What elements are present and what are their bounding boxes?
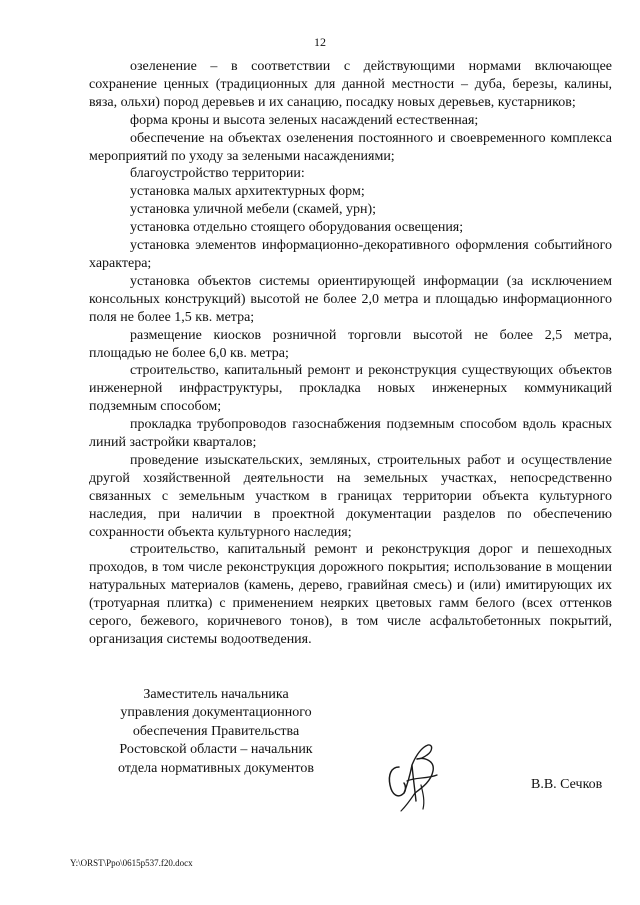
paragraph: проведение изыскательских, земляных, строительных работ и осуществление другой хозяйственной деятельности на земельных участках, непосредственно связанных с земельным участком в границах территории объекта культурного наследия, при наличии в проектной документации разделов по обеспечению сохранности объекта культурного наследия;: [89, 452, 612, 540]
signature-title-line: Заместитель начальника: [143, 687, 289, 702]
paragraph: форма кроны и высота зеленых насаждений естественная;: [130, 112, 479, 128]
paragraph: благоустройство территории:: [130, 166, 305, 182]
paragraph: строительство, капитальный ремонт и реконструкция дорог и пешеходных проходов, в том числе реконструкция дорожного покрытия; использование в мощении натуральных материалов (камень, дерево, гравийная смесь) и (или) имитирующих их (тротуарная плитка) с применением неярких цветовых гамм белого (всех оттенков серого, бежевого, коричневого тонов), в том числе асфальтобетонных покрытий, организация системы водоотведения.: [89, 542, 612, 647]
body-text: [89, 58, 612, 649]
signature-title-line: Ростовской области – начальник: [119, 742, 313, 758]
paragraph: размещение киосков розничной торговли высотой не более 2,5 метра, площадью не более 6,0 кв. метра;: [89, 327, 612, 361]
handwritten-signature-icon: [385, 735, 443, 815]
paragraph: обеспечение на объектах озеленения постоянного и своевременного комплекса мероприятий по уходу за зелеными насаждениями;: [89, 130, 612, 164]
paragraph: установка уличной мебели (скамей, урн);: [130, 202, 377, 218]
file-path: Y:\ORST\Ppo\0615p537.f20.docx: [70, 858, 193, 868]
signature-title-line: управления документационного: [120, 705, 312, 721]
paragraph: установка элементов информационно-декоративного оформления событийного характера;: [89, 238, 612, 271]
paragraph: озеленение – в соответствии с действующими нормами включающее сохранение ценных (традиционных для данной местности – дуба, березы, калины, вяза, ольхи) пород деревьев и их санацию, посадку новых деревьев, кустарников;: [89, 59, 612, 110]
paragraph: прокладка трубопроводов газоснабжения подземным способом вдоль красных линий застройки кварталов;: [89, 417, 612, 451]
paragraph: установка объектов системы ориентирующей информации (за исключением консольных конструкций) высотой не более 2,0 метра и площадью информационного поля не более 1,5 кв. метра;: [89, 273, 612, 325]
signature-title-line: обеспечения Правительства: [132, 723, 300, 739]
paragraph: установка отдельно стоящего оборудования освещения;: [130, 220, 464, 236]
signature-title-line: отдела нормативных документов: [118, 760, 314, 776]
paragraph: строительство, капитальный ремонт и реконструкция существующих объектов инженерной инфраструктуры, прокладка новых инженерных коммуникаций подземным способом;: [89, 363, 612, 415]
paragraph: установка малых архитектурных форм;: [130, 184, 365, 200]
signer-name: В.В. Сечков: [531, 777, 603, 792]
signature-title: [96, 686, 336, 778]
page-number: 12: [314, 35, 326, 49]
